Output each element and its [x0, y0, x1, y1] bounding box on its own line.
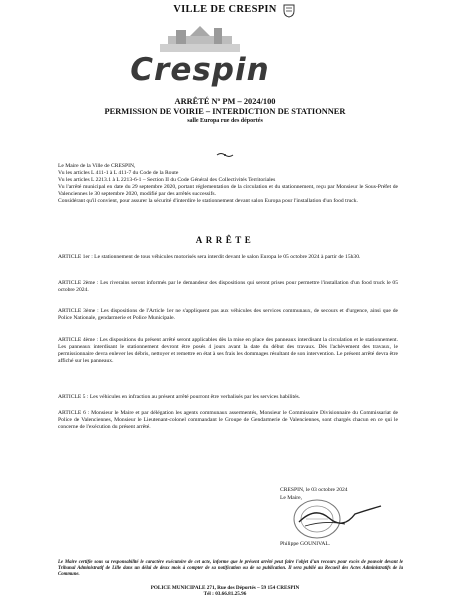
article-4: ARTICLE 4ème : Les dispositions du présent arrêté seront applicables dès la mise en place des panneaux interdisant la circulation et le stationnement. Les panneaux interdisant le stationnement devront être posés 4 jours avant la date du début des travaux. Dès l'achèvement des travaux, le permissionnaire devra enlever les débris, nettoyer et remettre en état à ses frais les dommages résultant de son intervention. Le présent arrêté devra être affiché sur les panneaux.	[58, 337, 398, 364]
signature-role: Le Maire,	[280, 495, 303, 501]
title-block	[0, 97, 450, 126]
preamble-line: Vu l'arrêté municipal en date du 29 septembre 2020, portant réglementation de la circulation et du stationnement, reçu par Monsieur le Sous-Préfet de Valenciennes le 30 septembre 2020, modifié par des arrêtés successifs.	[58, 184, 398, 197]
preamble-line: Le Maire de la Ville de CRESPIN,	[58, 163, 136, 169]
footer-legal-note: Le Maire certifie sous sa responsabilité le caractère exécutoire de cet acte, informe que le présent arrêté peut faire l'objet d'un recours pour excès de pouvoir devant le Tribunal Administratif de Lille dans un délai de deux mois à compter de sa notification ou de sa publication. Il sera publié au Recueil des Actes Administratifs de la Commune.	[58, 560, 403, 577]
ornament-divider-icon	[216, 152, 234, 158]
article-1: ARTICLE 1er : Le stationnement de tous véhicules motorisés sera interdit devant le salon Europa le 05 octobre 2024 à partir de 15h30.	[58, 254, 361, 260]
article-5: ARTICLE 5 : Les véhicules en infraction au présent arrêté pourront être verbalisés par les services habilités.	[58, 394, 301, 400]
signature-place-date: CRESPIN, le 03 octobre 2024	[280, 487, 348, 493]
article-2: ARTICLE 2ème : Les riverains seront informés par le demandeur des dispositions qui seront prises pour permettre l'installation d'un food truck le 05 octobre 2024.	[58, 280, 398, 293]
town-logo	[130, 22, 270, 88]
decree-location: salle Europa rue des déportés	[187, 118, 263, 124]
decree-number: ARRÊTÉ Nº PM – 2024/100	[174, 97, 276, 106]
handwritten-signature-icon	[295, 500, 385, 530]
town-header: VILLE DE CRESPIN	[173, 4, 277, 15]
footer-address	[0, 585, 450, 598]
preamble-line: Vu les articles L 411-1 à L 411-7 du Code de la Route	[58, 170, 179, 176]
preamble	[58, 163, 398, 205]
article-6: ARTICLE 6 : Monsieur le Maire et par délégation les agents communaux assermentés, Monsieur le Commissaire Divisionnaire du Commissariat de Police de Valenciennes, Monsieur le Lieutenant-colonel commandant le Groupe de Gendarmerie de Valenciennes, sont chargés chacun en ce qui le concerne de l'exécution du présent arrêté.	[58, 410, 398, 430]
preamble-line: Vu les articles L 2213.1 à L 2213-6-1 – Section II du Code Général des Collectivités Territoriales	[58, 177, 276, 183]
signature-name: Philippe GOUNIVAL.	[280, 541, 331, 547]
footer-address-line: POLICE MUNICIPALE 271, Rue des Déportés – 59 154 CRESPIN	[150, 585, 300, 591]
preamble-line: Considérant qu'il convient, pour assurer la sécurité d'interdire le stationnement devant salon Europa pour l'installation d'un food truck.	[58, 198, 358, 204]
arrete-heading: ARRÊTE	[195, 235, 255, 245]
logo-text: Crespin	[130, 52, 270, 88]
footer-phone: Tél : 03.66.81.25.96	[203, 591, 247, 598]
decree-subject: PERMISSION DE VOIRIE – INTERDICTION DE STATIONNER	[104, 107, 346, 116]
town-crest-icon	[283, 4, 295, 18]
article-3: ARTICLE 3ème : Les dispositions de l'Article 1er ne s'appliquent pas aux véhicules des services communaux, de secours et d'urgence, ainsi que de Police Nationale, gendarmerie et Police Municipale.	[58, 308, 398, 321]
